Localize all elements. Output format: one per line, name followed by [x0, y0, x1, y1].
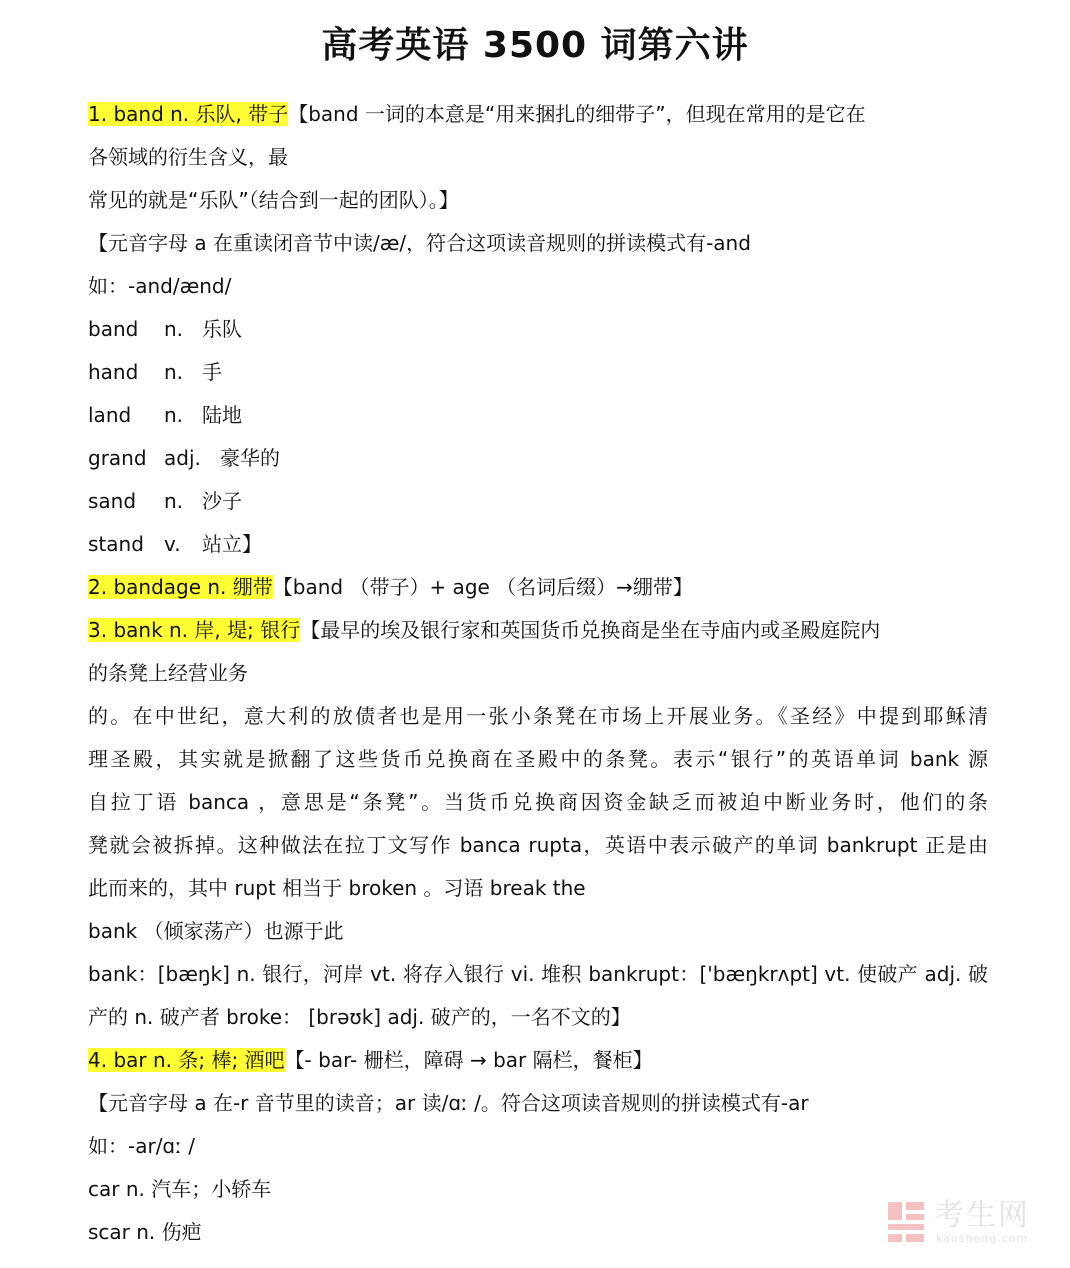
word: sand — [88, 489, 137, 513]
entry-1-line-3: 常见的就是“乐队”（结合到一起的团队）。】 — [88, 188, 459, 212]
meaning: 手 — [202, 360, 222, 384]
word: hand — [88, 360, 139, 384]
entry-3-line-7: 此而来的，其中 rupt 相当于 broken 。习语 break the — [88, 876, 586, 900]
word: band — [88, 317, 139, 341]
entry-1-etymology-1: 【band 一词的本意是“用来捆扎的细带子”，但现在常用的是它在 — [288, 102, 866, 126]
entry-2-line — [88, 566, 988, 609]
entry-4-line — [88, 1039, 988, 1082]
entry-3-headword: 3. bank n. 岸, 堤; 银行 — [88, 618, 301, 642]
meaning: 站立】 — [202, 532, 262, 556]
part-of-speech: n. — [164, 489, 184, 513]
meaning: 沙子 — [202, 489, 242, 513]
part-of-speech: n. — [164, 360, 184, 384]
entry-4-rule: 【元音字母 a 在-r 音节里的读音；ar 读/ɑː /。符合这项读音规则的拼读模式有-ar — [88, 1091, 809, 1115]
entry-3-line-2: 的条凳上经营业务 — [88, 661, 248, 685]
word-row — [88, 437, 988, 480]
part-of-speech: adj. — [164, 446, 201, 470]
entry-1-line-2: 各领域的衍生含义，最 — [88, 145, 288, 169]
entry-1-line-1 — [88, 93, 988, 136]
entry-4-etymology: 【- bar- 栅栏，障碍 → bar 隔栏，餐柜】 — [284, 1048, 653, 1072]
meaning: 乐队 — [202, 317, 242, 341]
entry-3-line-3: 的。在中世纪，意大利的放债者也是用一张小条凳在市场上开展业务。《圣经》中提到耶稣清 — [88, 704, 988, 728]
part-of-speech: v. — [164, 532, 181, 556]
entry-1-example-intro: 如：-and/ænd/ — [88, 274, 232, 298]
meaning: 陆地 — [202, 403, 242, 427]
document-body — [88, 93, 988, 1254]
entry-3-line-10: 产的 n. 破产者 broke： [brəʊk] adj. 破产的，一名不文的】 — [88, 1005, 631, 1029]
watermark-url: kaosheng.com — [936, 1232, 1029, 1245]
word-row: car n. 汽车；小轿车 — [88, 1177, 272, 1201]
entry-4-headword: 4. bar n. 条; 棒; 酒吧 — [88, 1048, 285, 1072]
entry-3-line-5: 自拉丁语 banca ，意思是“条凳”。当货币兑换商因资金缺乏而被迫中断业务时，他们的条 — [88, 790, 988, 814]
part-of-speech: n. — [164, 317, 184, 341]
word: land — [88, 403, 132, 427]
entry-4-example-intro: 如：-ar/ɑː / — [88, 1134, 195, 1158]
word-row — [88, 394, 988, 437]
entry-3-line-9: bank：[bæŋk] n. 银行，河岸 vt. 将存入银行 vi. 堆积 bankrupt：['bæŋkrʌpt] vt. 使破产 adj. 破 — [88, 962, 988, 986]
kaosheng-logo-icon — [886, 1200, 926, 1244]
kaosheng-logo-svg — [886, 1200, 926, 1244]
entry-2-headword: 2. bandage n. 绷带 — [88, 575, 273, 599]
entry-3-line-1 — [88, 609, 988, 652]
entry-3-line-8: bank （倾家荡产）也源于此 — [88, 919, 344, 943]
watermark — [886, 1198, 1046, 1250]
meaning: 豪华的 — [220, 446, 280, 470]
entry-3-line-6: 凳就会被拆掉。这种做法在拉丁文写作 banca rupta，英语中表示破产的单词 bankrupt 正是由 — [88, 833, 988, 857]
page-title: 高考英语 3500 词第六讲 — [321, 25, 749, 66]
entry-1-headword: 1. band n. 乐队, 带子 — [88, 102, 289, 126]
word: grand — [88, 446, 147, 470]
word-row — [88, 351, 988, 394]
watermark-name: 考生网 — [934, 1198, 1030, 1233]
part-of-speech: n. — [164, 403, 184, 427]
word-row — [88, 308, 988, 351]
word-row — [88, 523, 988, 566]
entry-2-etymology: 【band （带子）+ age （名词后缀）→绷带】 — [272, 575, 693, 599]
word-row — [88, 480, 988, 523]
entry-1-rule: 【元音字母 a 在重读闭音节中读/æ/，符合这项读音规则的拼读模式有-and — [88, 231, 751, 255]
entry-3-etymology-1: 【最早的埃及银行家和英国货币兑换商是坐在寺庙内或圣殿庭院内 — [300, 618, 881, 642]
word-row: scar n. 伤疤 — [88, 1220, 202, 1244]
entry-3-line-4: 理圣殿，其实就是掀翻了这些货币兑换商在圣殿中的条凳。表示“银行”的英语单词 bank 源 — [88, 747, 988, 771]
word: stand — [88, 532, 144, 556]
